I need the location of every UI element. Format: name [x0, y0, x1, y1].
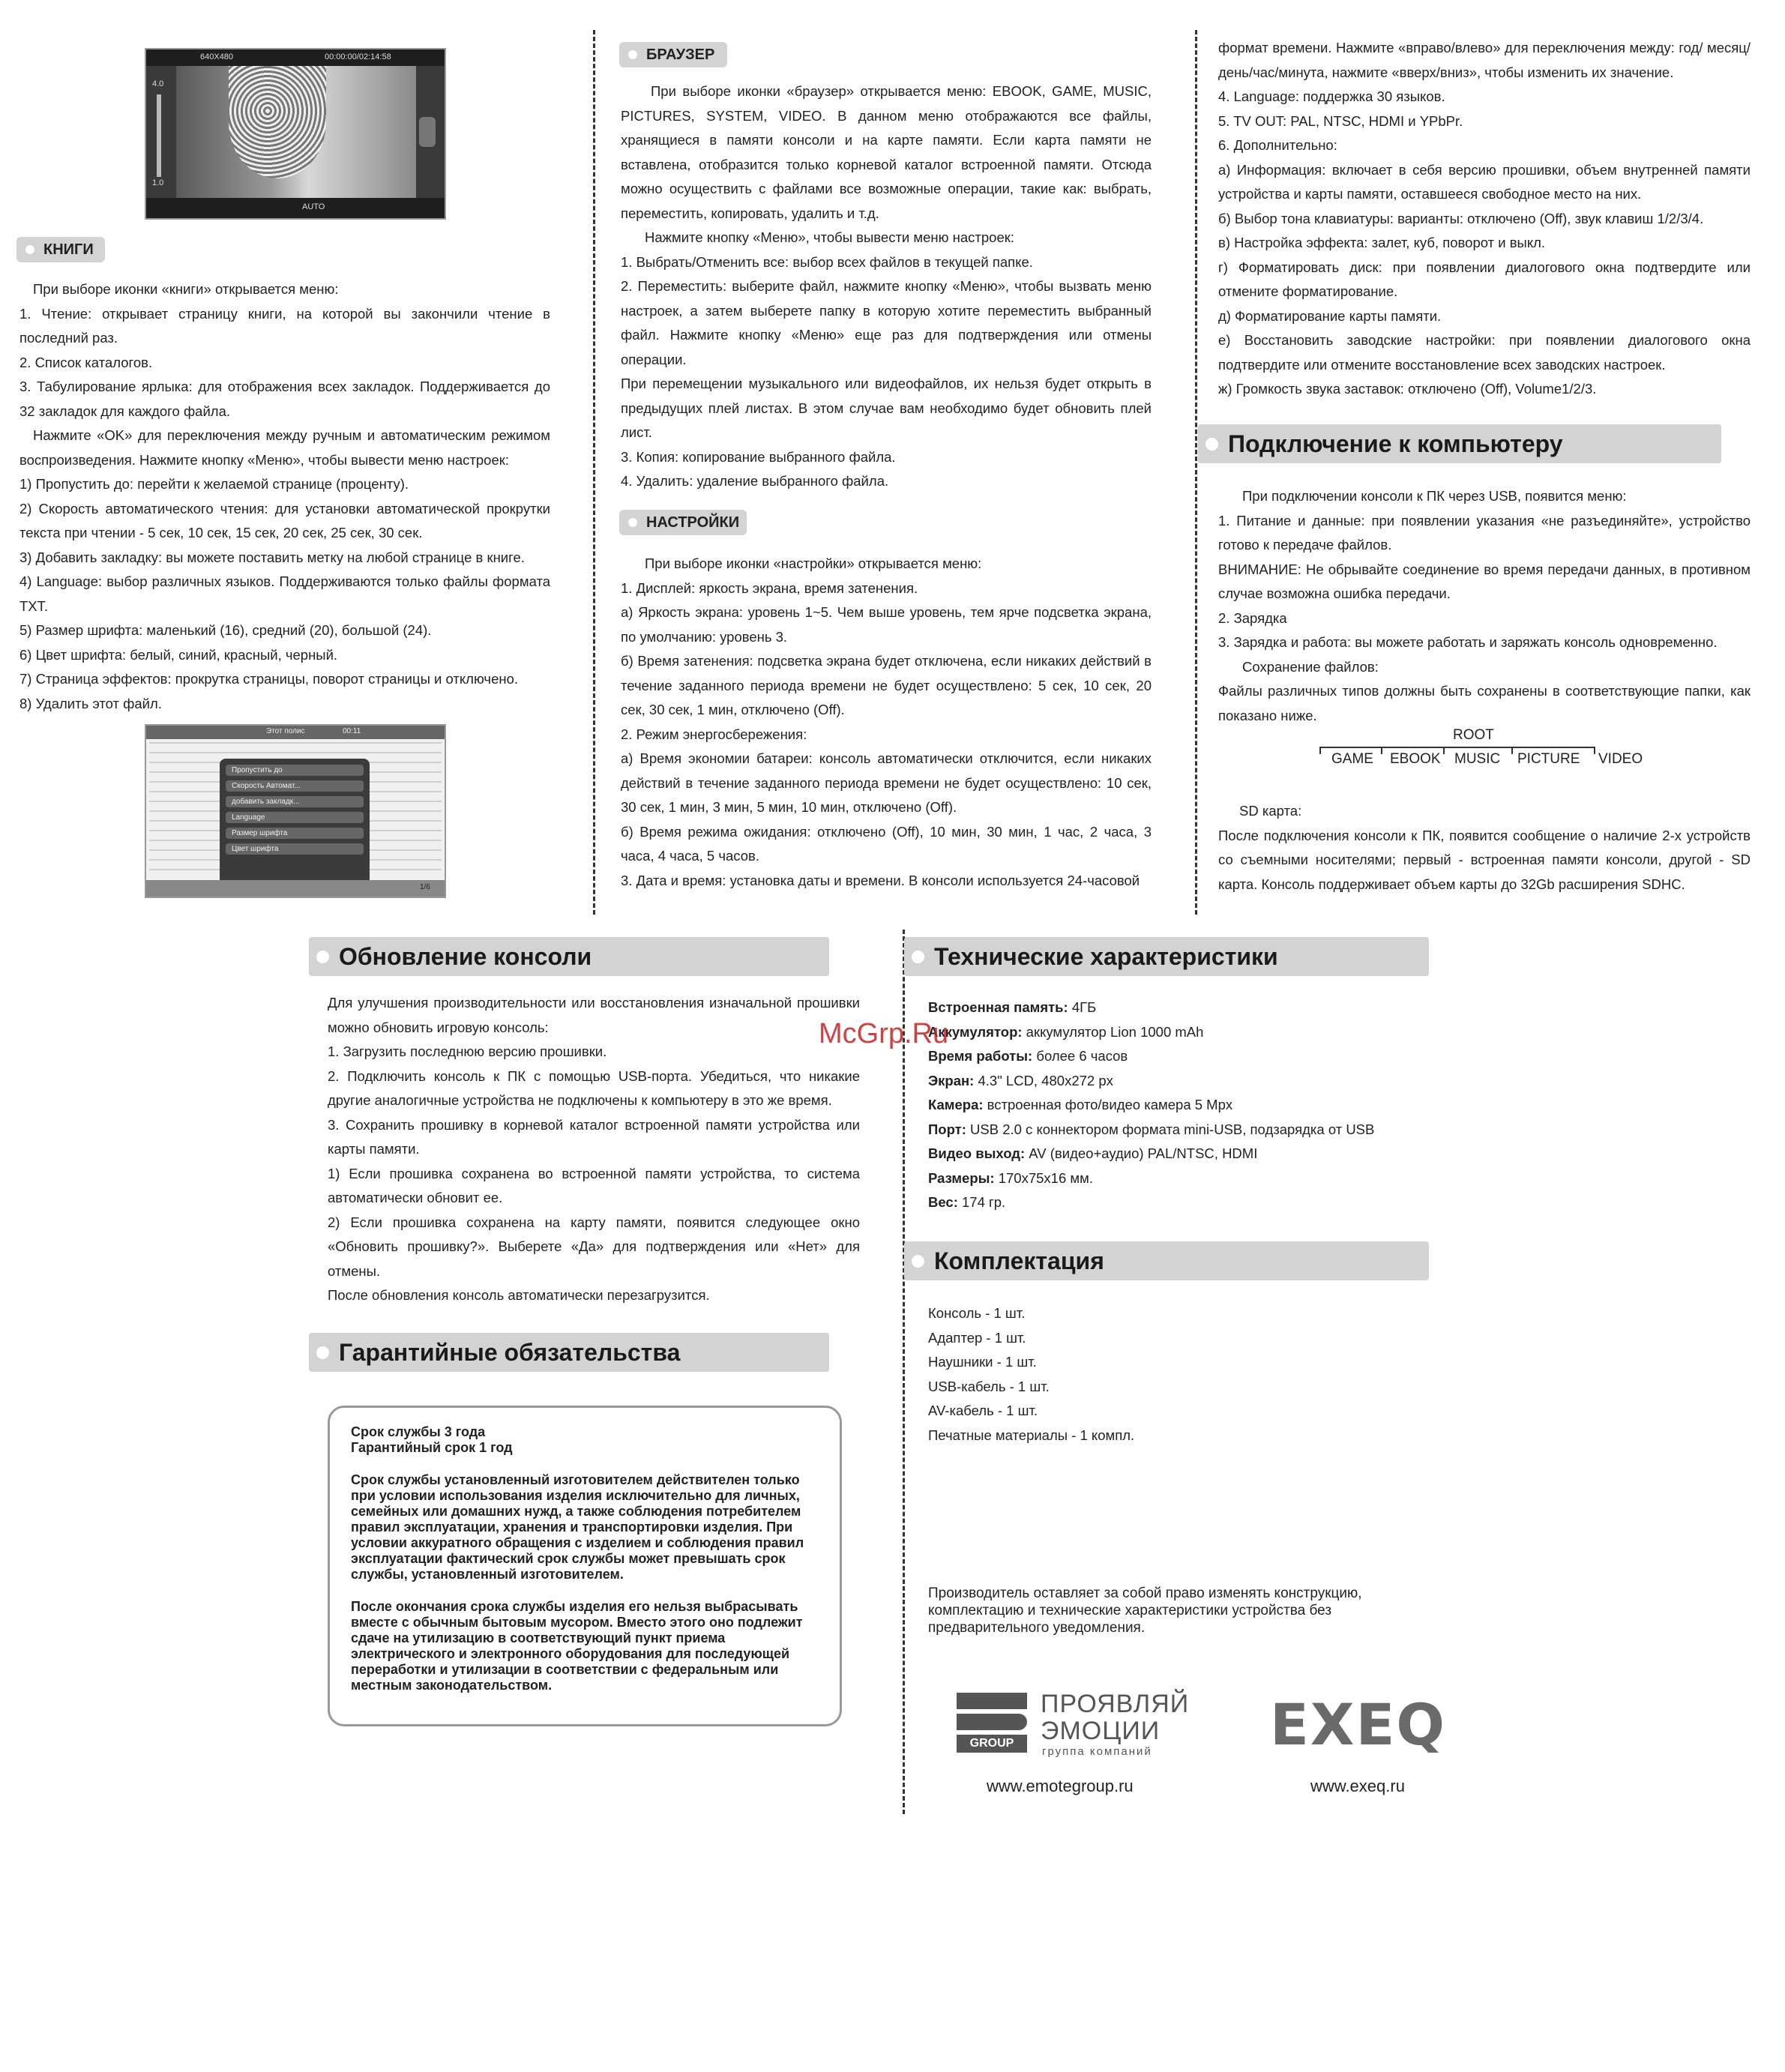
tree-folder-ebook: EBOOK — [1390, 751, 1441, 767]
tree-tick — [1381, 747, 1382, 754]
heading-bullet-icon — [628, 50, 637, 59]
spec-row — [928, 1118, 1438, 1142]
settings-text — [621, 552, 1152, 893]
menu-item-language[interactable]: Language — [226, 812, 364, 823]
browser-title: БРАУЗЕР — [646, 46, 715, 63]
spec-key: Аккумулятор: — [928, 1023, 1023, 1040]
heading-bullet-icon — [1205, 438, 1218, 451]
settings-line: б) Время затенения: подсветка экрана будет отключена, если никаких действий в течение заданного периода времени не будет осуществлено: 5 сек, 10 сек, 20 сек, 30 сек, 1 мин, отключено (Off). — [621, 653, 1152, 717]
book-page-number: 1/6 — [420, 883, 430, 891]
pc-connection-title: Подключение к компьютеру — [1228, 430, 1563, 457]
camera-shutter-button[interactable] — [419, 117, 436, 147]
browser-paragraph: 3. Копия: копирование выбранного файла. — [621, 448, 896, 465]
tree-tick — [1594, 747, 1595, 754]
book-top-title: Этот полис — [266, 727, 305, 735]
heading-bullet-icon — [912, 1255, 924, 1268]
books-line: 3) Добавить закладку: вы можете поставить метку на любой странице в книге. — [19, 549, 525, 565]
browser-paragraph: 2. Переместить: выберите файл, нажмите кнопку «Меню», чтобы вызвать меню настроек, а затем выберете папку в которую хотите переместить выбранный файл. Нажмите кнопку «Меню» еще раз для подтверждения или отмены операции. — [621, 278, 1152, 367]
update-line: 2) Если прошивка сохранена на карту памяти, появится следующее окно «Обновить прошивку?». Выберете «Да» для подтверждения или «Нет» для отмены. — [328, 1214, 860, 1279]
kit-item: Консоль - 1 шт. — [928, 1305, 1026, 1321]
spec-value: USB 2.0 с коннектором формата mini-USB, подзарядка от USB — [966, 1121, 1375, 1137]
update-heading — [309, 937, 829, 976]
settings-continued-text — [1218, 36, 1751, 402]
settings-line: ж) Громкость звука заставок: отключено (Off), Volume1/2/3. — [1218, 381, 1597, 397]
emote-logo-line2: ЭМОЦИИ — [1041, 1717, 1161, 1745]
kit-item: Наушники - 1 шт. — [928, 1354, 1037, 1370]
emote-logo-badge: GROUP — [957, 1735, 1027, 1753]
camera-screenshot — [145, 48, 446, 220]
spec-key: Камера: — [928, 1097, 984, 1112]
browser-paragraph: При выборе иконки «браузер» открывается меню: EBOOK, GAME, MUSIC, PICTURES, SYSTEM, VIDEO. В данном меню отображаются все файлы, хранящиеся в памяти консоли и на карте памяти. Если карта памяти не вставлена, отобразится только корневой каталог встроенной памяти. Отсюда можно осуществить с файлами все возможные операции, такие как: выбрать, переместить, копировать, удалить и т.д. — [621, 83, 1152, 221]
tree-tick — [1443, 747, 1445, 754]
camera-zoom-bottom: 1.0 — [152, 178, 164, 187]
books-line: При выборе иконки «книги» открывается меню: — [33, 281, 339, 297]
settings-line: г) Форматировать диск: при появлении диалогового окна подтвердите или отмените форматирование. — [1218, 259, 1751, 299]
tree-root-label: ROOT — [1453, 727, 1494, 743]
kit-title: Комплектация — [934, 1247, 1104, 1274]
update-line: 2. Подключить консоль к ПК с помощью USB-порта. Убедиться, что никакие другие аналогичные устройства не подключены к компьютеру в это же время. — [328, 1067, 860, 1108]
books-heading — [16, 237, 105, 262]
emote-logo-line1: ПРОЯВЛЯЙ — [1041, 1690, 1190, 1718]
books-line: 7) Страница эффектов: прокрутка страницы, поворот страницы и отключено. — [19, 671, 519, 687]
spec-row — [928, 1142, 1438, 1166]
spec-key: Порт: — [928, 1121, 966, 1137]
settings-line: д) Форматирование карты памяти. — [1218, 307, 1442, 324]
warranty-service-life: Срок службы 3 года — [351, 1424, 486, 1439]
exeq-logo: EXEQ — [1270, 1691, 1447, 1758]
specs-title: Технические характеристики — [934, 943, 1278, 970]
kit-item: AV-кабель - 1 шт. — [928, 1403, 1038, 1418]
watermark: McGrp.Ru — [819, 1018, 949, 1049]
settings-line: а) Информация: включает в себя версию прошивки, объем внутренней памяти устройства и карты памяти, оставшееся свободное место на них. — [1218, 161, 1751, 202]
emote-url[interactable]: www.emotegroup.ru — [987, 1777, 1134, 1795]
heading-bullet-icon — [25, 245, 34, 254]
camera-top-bar — [146, 49, 445, 66]
kit-item: Печатные материалы - 1 компл. — [928, 1427, 1135, 1443]
spec-value: более 6 часов — [1032, 1048, 1128, 1064]
tree-folder-game: GAME — [1331, 751, 1373, 767]
emote-logo-mark-mid — [957, 1714, 1027, 1730]
tree-folder-music: MUSIC — [1454, 751, 1501, 767]
warranty-period: Гарантийный срок 1 год — [351, 1440, 513, 1455]
browser-paragraph: При перемещении музыкального или видеофайлов, их нельзя будет открыть в предыдущих плей листах. В этом случае вам необходимо будет обновить плей лист. — [621, 376, 1152, 440]
heading-bullet-icon — [912, 951, 924, 963]
camera-bottom-bar — [146, 198, 445, 218]
pc-line: Файлы различных типов должны быть сохранены в соответствующие папки, как показано ниже. — [1218, 683, 1751, 723]
specs-heading — [904, 937, 1429, 976]
settings-line: е) Восстановить заводские настройки: при появлении диалогового окна подтвердите или отмените восстановление всех заводских настроек. — [1218, 332, 1751, 373]
browser-heading — [619, 42, 727, 67]
spec-value: аккумулятор Lion 1000 mAh — [1022, 1023, 1204, 1040]
update-line: Для улучшения производительности или восстановления изначальной прошивки можно обновить игровую консоль: — [328, 995, 860, 1035]
books-line: 1. Чтение: открывает страницу книги, на которой вы закончили чтение в последний раз. — [19, 305, 550, 346]
camera-auto-label: AUTO — [302, 202, 325, 211]
pc-line: При подключении консоли к ПК через USB, появится меню: — [1242, 488, 1627, 504]
tree-folder-picture: PICTURE — [1517, 751, 1580, 767]
kit-item: USB-кабель - 1 шт. — [928, 1378, 1050, 1394]
heading-bullet-icon — [316, 951, 329, 963]
kit-item: Адаптер - 1 шт. — [928, 1329, 1026, 1346]
update-text — [328, 991, 860, 1308]
spec-value: 174 гр. — [957, 1194, 1006, 1210]
menu-item-auto-speed[interactable]: Скорость Автомат... — [226, 780, 364, 792]
tree-folder-video: VIDEO — [1598, 751, 1643, 767]
pc-connection-text — [1218, 484, 1751, 728]
warranty-title: Гарантийные обязательства — [339, 1339, 681, 1366]
books-line: 2. Список каталогов. — [19, 354, 153, 370]
sd-card-description: После подключения консоли к ПК, появится сообщение о наличие 2-х устройств со съемными носителями; первый - встроенная памяти консоли, другой - SD карта. Консоль поддерживает объем карты до 32Gb расширения SDHC. — [1218, 827, 1751, 892]
spec-value: 4.3" LCD, 480x272 px — [974, 1072, 1113, 1088]
column-divider-2 — [1195, 30, 1197, 915]
camera-zoom-slider[interactable] — [157, 94, 161, 177]
settings-line: При выборе иконки «настройки» открывается меню: — [645, 555, 982, 571]
books-line: 3. Табулирование ярлыка: для отображения всех закладок. Поддерживается до 32 закладок для каждого файла. — [19, 379, 550, 419]
book-top-time: 00:11 — [343, 727, 361, 735]
spec-row — [928, 996, 1438, 1020]
column-divider-1 — [593, 30, 595, 915]
heading-bullet-icon — [628, 518, 637, 527]
book-settings-menu[interactable] — [220, 759, 370, 894]
settings-line: 4. Language: поддержка 30 языков. — [1218, 88, 1445, 104]
spec-key: Вес: — [928, 1194, 958, 1210]
spec-key: Встроенная память: — [928, 999, 1068, 1015]
update-line: 1. Загрузить последнюю версию прошивки. — [328, 1043, 607, 1059]
spec-value: встроенная фото/видео камера 5 Mpx — [983, 1097, 1233, 1112]
pc-line: 1. Питание и данные: при появлении указания «не разъединяйте», устройство готово к передаче файлов. — [1218, 512, 1751, 552]
emote-logo-mark-top — [957, 1693, 1027, 1709]
spec-row — [928, 1093, 1438, 1118]
settings-line: формат времени. Нажмите «вправо/влево» для переключения между: год/ месяц/день/час/минута, нажмите «вверх/вниз», чтобы изменить их значение. — [1218, 40, 1751, 80]
spec-value: 4ГБ — [1068, 999, 1097, 1015]
warranty-heading — [309, 1333, 829, 1372]
warranty-paragraph: Срок службы установленный изготовителем действителен только при условии использования изделия исключительно для личных, семейных или домашних нужд, а также соблюдения потребителем правил эксплуатации, хранения и транспортировки изделия. При условии аккуратного обращения с изделием и соблюдения правил эксплуатации фактический срок службы может превышать срок службы, установленный изготовителем. — [351, 1472, 804, 1582]
spec-key: Время работы: — [928, 1048, 1033, 1064]
emote-logo-sub: группа компаний — [1042, 1745, 1152, 1758]
camera-zoom-top: 4.0 — [152, 79, 164, 88]
specs-list — [928, 996, 1438, 1215]
update-line: После обновления консоль автоматически перезагрузится. — [328, 1287, 710, 1303]
pc-line: 3. Зарядка и работа: вы можете работать и заряжать консоль одновременно. — [1218, 634, 1718, 650]
spec-row — [928, 1166, 1438, 1191]
books-line: 8) Удалить этот файл. — [19, 695, 162, 711]
pc-line: ВНИМАНИЕ: Не обрывайте соединение во время передачи данных, в противном случае возможна ошибка передачи. — [1218, 561, 1751, 601]
exeq-url[interactable]: www.exeq.ru — [1310, 1777, 1405, 1795]
pc-line: 2. Зарядка — [1218, 609, 1287, 626]
kit-list — [928, 1301, 1438, 1448]
spec-key: Размеры: — [928, 1169, 995, 1186]
update-line: 3. Сохранить прошивку в корневой каталог встроенной памяти устройства или карты памяти. — [328, 1116, 860, 1157]
camera-pot-image — [229, 66, 326, 178]
emote-logo — [957, 1690, 1190, 1758]
browser-paragraph: 1. Выбрать/Отменить все: выбор всех файлов в текущей папке. — [621, 253, 1033, 270]
spec-row — [928, 1190, 1438, 1215]
browser-text — [621, 79, 1152, 494]
menu-item-font-size[interactable]: Размер шрифта — [226, 828, 364, 839]
settings-line: а) Время экономии батареи: консоль автоматически отключится, если никаких действий в течение заданного периода времени не будет осуществлено: 10 сек, 30 сек, 1 мин, 3 мин, 5 мин, 10 мин, отключено (Off). — [621, 750, 1152, 815]
folder-tree — [1319, 727, 1643, 772]
books-line: 1) Пропустить до: перейти к желаемой странице (проценту). — [19, 476, 409, 492]
tree-root-line — [1319, 747, 1595, 748]
kit-disclaimer: Производитель оставляет за собой право изменять конструкцию, комплектацию и технические характеристики устройства без предварительного уведомления. — [928, 1585, 1362, 1636]
spec-key: Экран: — [928, 1072, 975, 1088]
spec-row — [928, 1069, 1438, 1094]
book-menu-screenshot — [145, 724, 446, 898]
settings-title: НАСТРОЙКИ — [646, 514, 740, 531]
spec-row — [928, 1020, 1438, 1045]
settings-line: б) Время режима ожидания: отключено (Off), 10 мин, 30 мин, 1 час, 2 часа, 3 часа, 4 часа, 5 часов. — [621, 823, 1152, 864]
pc-connection-heading — [1198, 424, 1721, 463]
settings-line: 3. Дата и время: установка даты и времени. В консоли используется 24-часовой — [621, 872, 1140, 888]
spec-key: Видео выход: — [928, 1145, 1026, 1161]
books-line: 4) Language: выбор различных языков. Поддерживаются только файлы формата TXT. — [19, 573, 550, 614]
books-title: КНИГИ — [43, 241, 94, 258]
books-text — [19, 277, 550, 716]
menu-item-skip[interactable]: Пропустить до — [226, 765, 364, 776]
settings-line: в) Настройка эффекта: залет, куб, поворот и выкл. — [1218, 235, 1546, 250]
settings-line: 2. Режим энергосбережения: — [621, 726, 807, 742]
books-line: 6) Цвет шрифта: белый, синий, красный, черный. — [19, 646, 338, 663]
heading-bullet-icon — [316, 1346, 329, 1359]
spec-value: AV (видео+аудио) PAL/NTSC, HDMI — [1025, 1145, 1258, 1161]
update-line: 1) Если прошивка сохранена во встроенной памяти устройства, то система автоматически обновит ее. — [328, 1165, 860, 1205]
books-line: 2) Скорость автоматического чтения: для установки автоматической прокрутки текста при чтении - 5 сек, 10 сек, 15 сек, 20 сек, 25 сек, 30 сек. — [19, 500, 550, 540]
spec-value: 170x75x16 мм. — [994, 1169, 1093, 1186]
settings-line: б) Выбор тона клавиатуры: варианты: отключено (Off), звук клавиш 1/2/3/4. — [1218, 210, 1704, 226]
books-line: Нажмите «OK» для переключения между ручным и автоматическим режимом воспроизведения. Нажмите кнопку «Меню», чтобы вывести меню настроек: — [19, 427, 550, 468]
tree-tick — [1511, 747, 1513, 754]
book-bottom-bar — [146, 880, 445, 897]
pc-line: Сохранение файлов: — [1242, 658, 1379, 675]
warranty-paragraph: После окончания срока службы изделия его нельзя выбрасывать вместе с обычным бытовым мусором. Вместо этого оно подлежит сдаче на утилизацию в соответствующий пункт приема электрического и электронного оборудования для последующей переработки и утилизации в соответствии с федеральным или местным законодательством. — [351, 1599, 803, 1693]
column-divider-bottom — [903, 930, 905, 1814]
warranty-box — [328, 1406, 842, 1726]
menu-item-add-bookmark[interactable]: добавить закладк... — [226, 796, 364, 807]
browser-paragraph: Нажмите кнопку «Меню», чтобы вывести меню настроек: — [645, 229, 1014, 245]
update-title: Обновление консоли — [339, 943, 592, 970]
settings-line: а) Яркость экрана: уровень 1~5. Чем выше уровень, тем ярче подсветка экрана, по умолчанию: уровень 3. — [621, 604, 1152, 645]
settings-line: 1. Дисплей: яркость экрана, время затенения. — [621, 579, 918, 596]
sd-card-title: SD карта: — [1239, 803, 1302, 819]
camera-resolution: 640X480 — [200, 52, 234, 61]
kit-heading — [904, 1241, 1429, 1280]
camera-timer: 00:00:00/02:14:58 — [325, 52, 391, 61]
books-line: 5) Размер шрифта: маленький (16), средний (20), большой (24). — [19, 622, 432, 638]
settings-line: 5. TV OUT: PAL, NTSC, HDMI и YPbPr. — [1218, 112, 1463, 129]
sd-card-text — [1218, 799, 1751, 897]
settings-heading — [619, 510, 747, 535]
spec-row — [928, 1044, 1438, 1069]
menu-item-font-color[interactable]: Цвет шрифта — [226, 843, 364, 855]
settings-line: 6. Дополнительно: — [1218, 137, 1337, 153]
browser-paragraph: 4. Удалить: удаление выбранного файла. — [621, 473, 889, 489]
tree-tick — [1319, 747, 1321, 754]
